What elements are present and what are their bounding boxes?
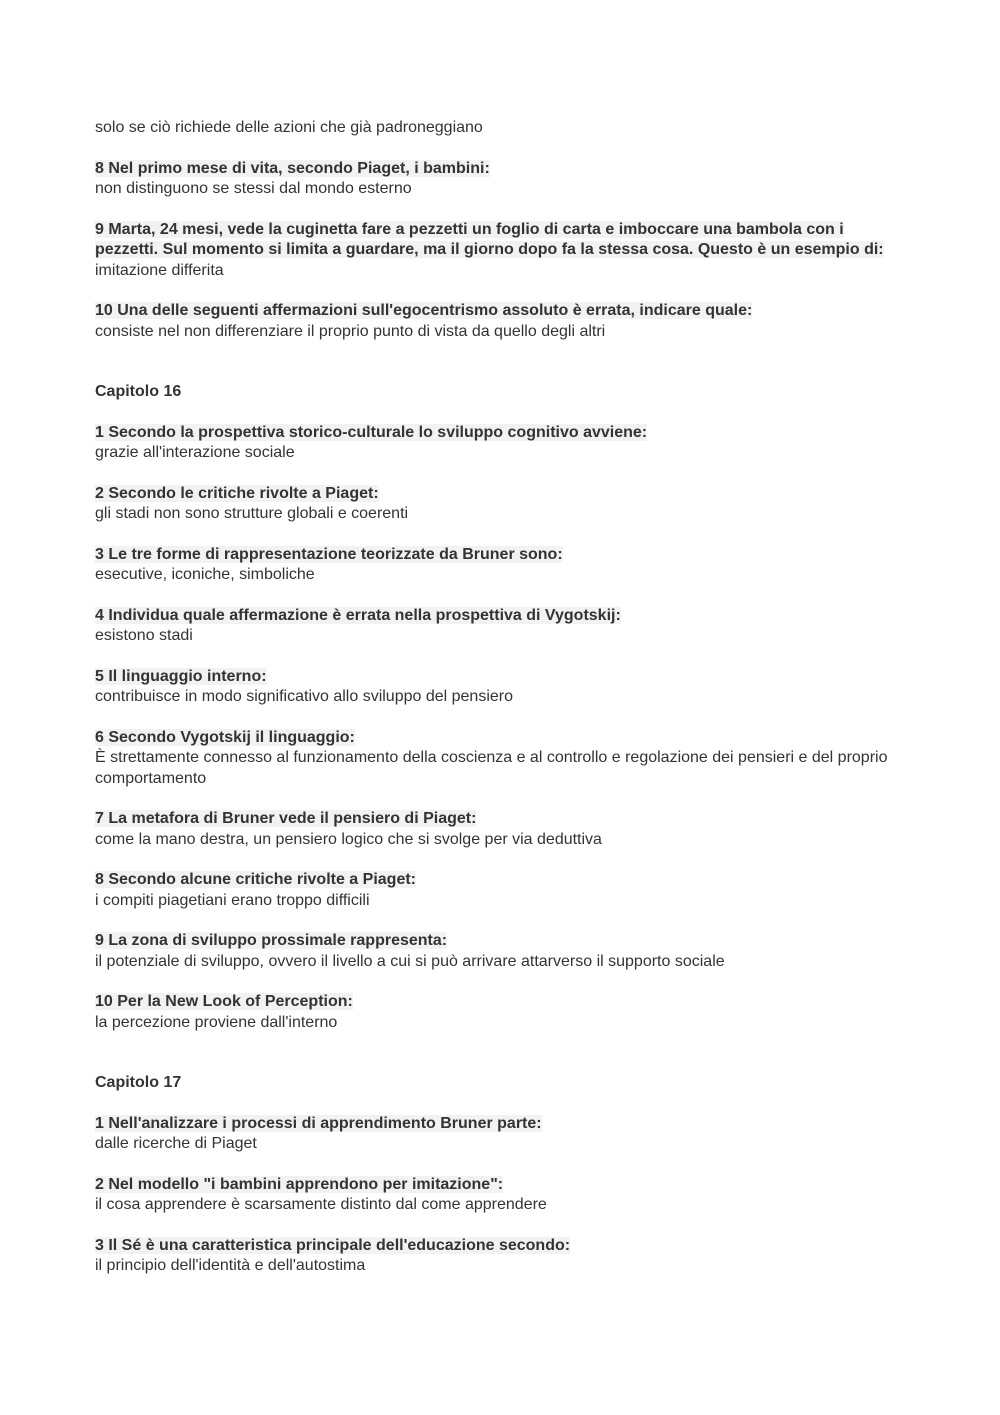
question-text: 6 Secondo Vygotskij il linguaggio: xyxy=(95,728,355,746)
question-text: 2 Secondo le critiche rivolte a Piaget: xyxy=(95,484,379,502)
question-item xyxy=(95,606,895,647)
question-item xyxy=(95,1236,895,1277)
question-text: 8 Nel primo mese di vita, secondo Piaget, i bambini: xyxy=(95,159,490,177)
section-gap xyxy=(95,362,895,382)
answer-text: i compiti piagetiani erano troppo difficili xyxy=(95,891,370,909)
question-item xyxy=(95,728,895,790)
question-text: 1 Nell'analizzare i processi di apprendimento Bruner parte: xyxy=(95,1114,542,1132)
question-item xyxy=(95,992,895,1033)
question-item xyxy=(95,931,895,972)
question-text: 7 La metafora di Bruner vede il pensiero di Piaget: xyxy=(95,810,477,827)
answer-text: il principio dell'identità e dell'autostima xyxy=(95,1257,366,1274)
question-item xyxy=(95,301,895,342)
intro-answer-block xyxy=(95,118,895,139)
document-page xyxy=(95,118,895,1297)
question-text: 2 Nel modello "i bambini apprendono per imitazione": xyxy=(95,1175,504,1193)
answer-text: È strettamente connesso al funzionamento della coscienza e al controllo e regolazione dei pensieri e del proprio comportamento xyxy=(95,749,888,787)
chapter-title: Capitolo 17 xyxy=(95,1074,182,1091)
question-item xyxy=(95,545,895,586)
question-text: 10 Una delle seguenti affermazioni sull'egocentrismo assoluto è errata, indicare quale: xyxy=(95,302,753,319)
question-item xyxy=(95,870,895,911)
question-item xyxy=(95,809,895,850)
question-text: 9 La zona di sviluppo prossimale rappresenta: xyxy=(95,932,448,949)
question-text: 5 Il linguaggio interno: xyxy=(95,667,267,685)
question-item xyxy=(95,667,895,708)
answer-text: esistono stadi xyxy=(95,627,193,644)
question-text: 4 Individua quale affermazione è errata nella prospettiva di Vygotskij: xyxy=(95,606,621,624)
chapter-title: Capitolo 16 xyxy=(95,383,182,400)
section-gap xyxy=(95,1053,895,1073)
question-item xyxy=(95,1175,895,1216)
answer-text: imitazione differita xyxy=(95,261,224,279)
answer-text: contribuisce in modo significativo allo sviluppo del pensiero xyxy=(95,688,514,705)
answer-text: come la mano destra, un pensiero logico che si svolge per via deduttiva xyxy=(95,830,602,848)
question-text: 3 Le tre forme di rappresentazione teorizzate da Bruner sono: xyxy=(95,545,563,563)
answer-text: la percezione proviene dall'interno xyxy=(95,1013,338,1031)
answer-text: dalle ricerche di Piaget xyxy=(95,1135,257,1152)
question-text: 9 Marta, 24 mesi, vede la cuginetta fare a pezzetti un foglio di carta e imboccare una bambola con i pezzetti. Sul momento si limita a guardare, ma il giorno dopo fa la stessa cosa. Questo è un esempio di: xyxy=(95,220,884,258)
question-item xyxy=(95,1114,895,1155)
answer-text: il cosa apprendere è scarsamente distinto dal come apprendere xyxy=(95,1196,547,1213)
question-text: 3 Il Sé è una caratteristica principale dell'educazione secondo: xyxy=(95,1236,571,1254)
question-item xyxy=(95,484,895,525)
answer-text: gli stadi non sono strutture globali e coerenti xyxy=(95,505,409,522)
question-text: 10 Per la New Look of Perception: xyxy=(95,993,353,1010)
question-item xyxy=(95,220,895,282)
answer-text: solo se ciò richiede delle azioni che già padroneggiano xyxy=(95,119,483,136)
question-text: 8 Secondo alcune critiche rivolte a Piaget: xyxy=(95,871,416,888)
question-text: 1 Secondo la prospettiva storico-culturale lo sviluppo cognitivo avviene: xyxy=(95,423,648,441)
question-item xyxy=(95,159,895,200)
answer-text: consiste nel non differenziare il proprio punto di vista da quello degli altri xyxy=(95,322,606,340)
answer-text: esecutive, iconiche, simboliche xyxy=(95,566,315,583)
answer-text: il potenziale di sviluppo, ovvero il livello a cui si può arrivare attarverso il supporto sociale xyxy=(95,952,725,970)
answer-text: grazie all'interazione sociale xyxy=(95,444,295,461)
question-item xyxy=(95,423,895,464)
answer-text: non distinguono se stessi dal mondo esterno xyxy=(95,180,412,197)
